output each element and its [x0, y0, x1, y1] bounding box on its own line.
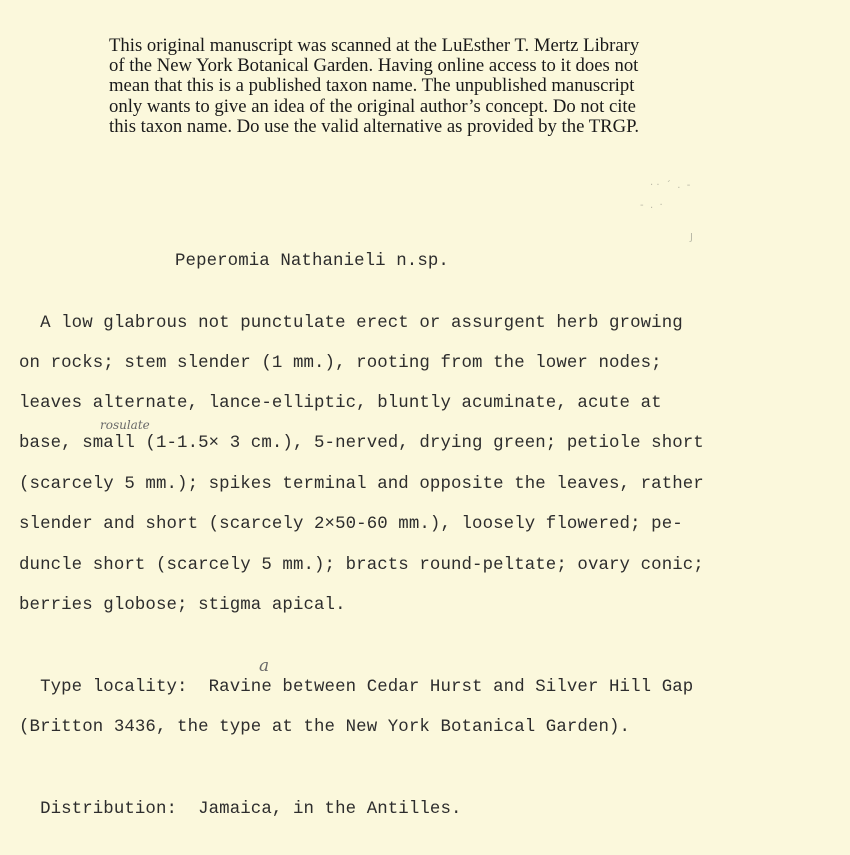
- scan-speck: · · ´ . -: [650, 180, 691, 191]
- description-line: berries globose; stigma apical.: [19, 596, 346, 615]
- scan-speck: - . ·: [640, 200, 663, 211]
- description-line: on rocks; stem slender (1 mm.), rooting from the lower nodes;: [19, 354, 662, 373]
- library-notice: [109, 36, 749, 137]
- description-line: duncle short (scarcely 5 mm.); bracts round-peltate; ovary conic;: [19, 556, 704, 575]
- description-line: A low glabrous not punctulate erect or assurgent herb growing: [19, 314, 683, 333]
- notice-line: This original manuscript was scanned at the LuEsther T. Mertz Library: [109, 35, 640, 56]
- scan-speck: J: [690, 232, 693, 243]
- description-line: slender and short (scarcely 2×50-60 mm.), loosely flowered; pe-: [19, 515, 683, 534]
- description-line: (scarcely 5 mm.); spikes terminal and opposite the leaves, rather: [19, 475, 704, 494]
- notice-line: mean that this is a published taxon name. The unpublished manuscript: [109, 75, 635, 97]
- type-locality-line: Type locality: Ravine between Cedar Hurst and Silver Hill Gap: [19, 678, 694, 697]
- notice-line: only wants to give an idea of the original author’s concept. Do not cite: [109, 95, 636, 117]
- description-line: leaves alternate, lance-elliptic, bluntly acuminate, acute at: [19, 394, 662, 413]
- description-line: base, small (1-1.5× 3 cm.), 5-nerved, drying green; petiole short: [19, 434, 704, 453]
- taxon-title: Peperomia Nathanieli n.sp.: [175, 252, 449, 271]
- notice-line: this taxon name. Do use the valid alternative as provided by the TRGP.: [109, 115, 640, 137]
- distribution-line: Distribution: Jamaica, in the Antilles.: [19, 800, 462, 819]
- handwritten-interlinear-note: rosulate: [100, 418, 150, 432]
- notice-line: of the New York Botanical Garden. Having online access to it does not: [109, 55, 639, 77]
- handwritten-correction: a: [259, 656, 270, 676]
- type-locality-line: (Britton 3436, the type at the New York Botanical Garden).: [19, 718, 631, 737]
